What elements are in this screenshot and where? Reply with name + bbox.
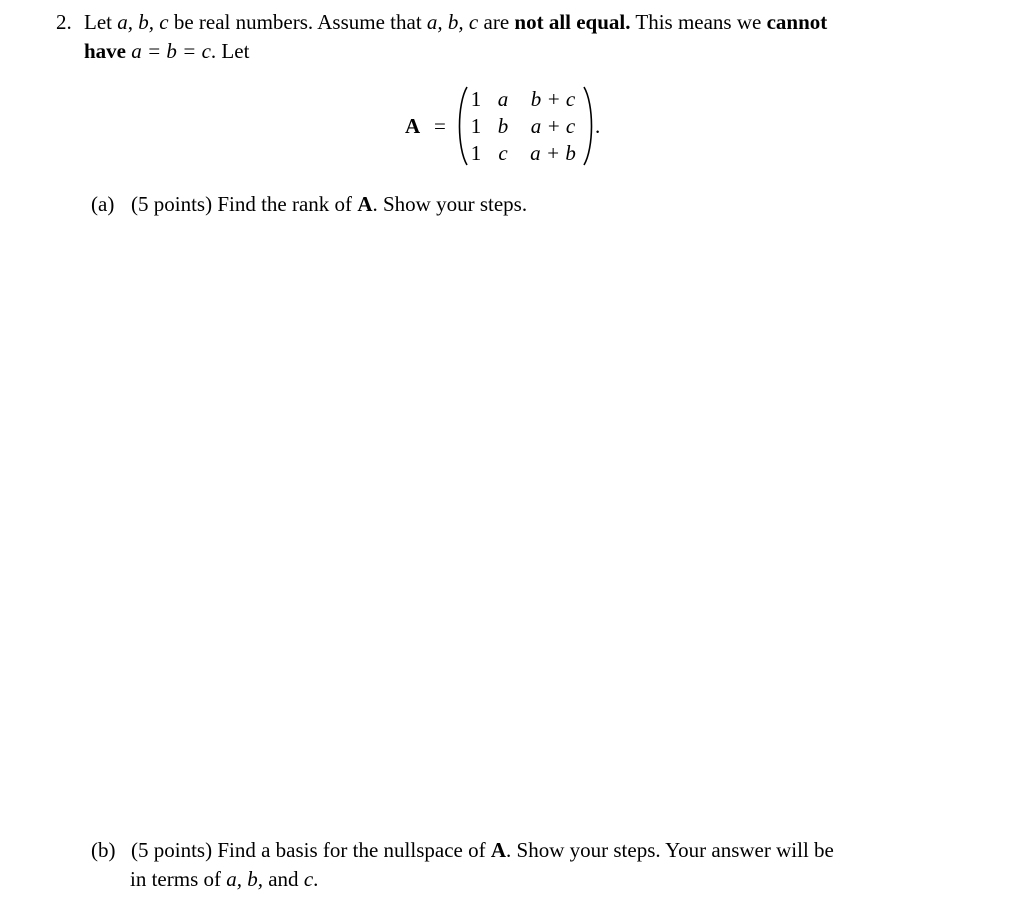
part-b-line2-and: and bbox=[262, 867, 304, 891]
intro-have: have bbox=[84, 39, 126, 63]
part-a-label: (a) bbox=[91, 192, 115, 216]
matrix-cell: a bbox=[497, 87, 509, 111]
intro-not-all-equal: not all equal. bbox=[514, 10, 631, 34]
intro-be-real: be real numbers. Assume that bbox=[168, 10, 427, 34]
matrix-cell: b + c bbox=[530, 87, 576, 111]
part-b-line2-c: c bbox=[303, 867, 314, 891]
intro-this-means: This means we bbox=[630, 10, 767, 34]
question-intro-line-1 bbox=[84, 8, 827, 36]
part-b-line2-vars: a, b, bbox=[226, 867, 263, 891]
matrix-cell: c bbox=[498, 141, 508, 165]
intro-equation: a = b = c bbox=[131, 39, 211, 63]
part-b-prompt-line-1 bbox=[91, 836, 834, 864]
matrix-definition bbox=[405, 86, 635, 166]
matrix-period: . bbox=[595, 114, 601, 138]
matrix-cell: b bbox=[497, 114, 509, 138]
part-a-matrix-ref: A bbox=[357, 192, 373, 216]
matrix-right-paren bbox=[582, 86, 596, 166]
question-number: 2. bbox=[56, 10, 72, 34]
part-b-prompt-line-2 bbox=[130, 865, 318, 893]
part-b-line2-before: in terms of bbox=[130, 867, 227, 891]
intro-cannot: cannot bbox=[766, 10, 828, 34]
question-intro-line-2 bbox=[84, 37, 249, 65]
matrix-cell: 1 bbox=[470, 114, 482, 138]
matrix-cell: a + b bbox=[530, 141, 576, 165]
matrix-cell: a + c bbox=[530, 114, 576, 138]
matrix-cell: 1 bbox=[470, 87, 482, 111]
part-a-text-after: . Show your steps. bbox=[372, 192, 528, 216]
part-b-points: (5 points) bbox=[131, 838, 213, 862]
intro-vars: a, b, c bbox=[117, 10, 169, 34]
intro-let: Let bbox=[84, 10, 118, 34]
part-a-points: (5 points) bbox=[131, 192, 213, 216]
part-b-text-before: Find a basis for the nullspace of bbox=[212, 838, 491, 862]
part-b-text-after: . Show your steps. Your answer will be bbox=[506, 838, 834, 862]
part-b-line2-end: . bbox=[313, 867, 319, 891]
intro-are: are bbox=[478, 10, 515, 34]
matrix-equals-sign: = bbox=[434, 114, 446, 138]
part-a-text-before: Find the rank of bbox=[212, 192, 358, 216]
intro-let-end: . Let bbox=[210, 39, 250, 63]
part-b-matrix-ref: A bbox=[490, 838, 507, 862]
part-b-label: (b) bbox=[91, 838, 116, 862]
matrix-name: A bbox=[405, 114, 421, 138]
part-a-prompt bbox=[91, 190, 527, 218]
intro-vars-2: a, b, c bbox=[426, 10, 479, 34]
matrix-cell: 1 bbox=[470, 141, 482, 165]
